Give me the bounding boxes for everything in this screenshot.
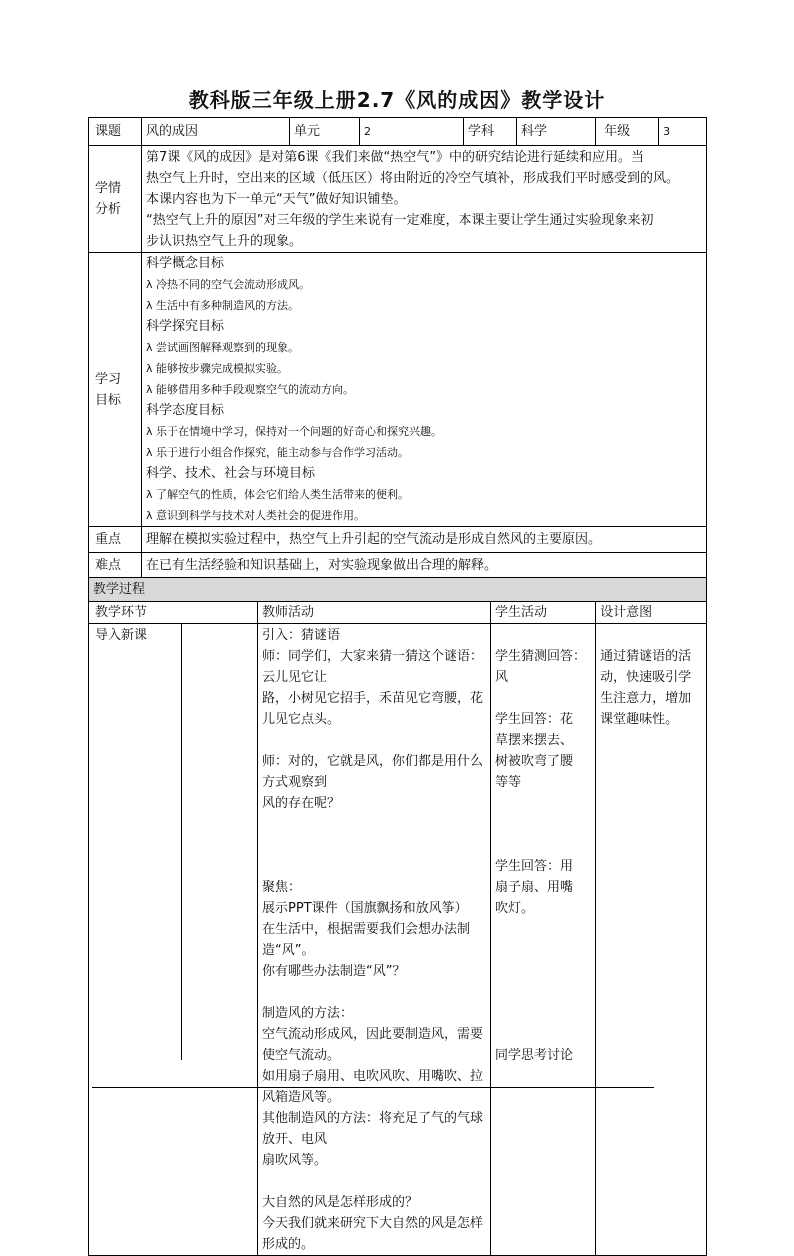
- goal-item: λ 意识到科学与技术对人类社会的促进作用。: [146, 509, 366, 522]
- goal-heading: 科学探究目标: [146, 319, 225, 334]
- goal-item: λ 乐于进行小组合作探究，能主动参与合作学习活动。: [146, 446, 410, 459]
- key-point-text: 理解在模拟实验过程中，热空气上升引起的空气流动是形成自然风的主要原因。: [142, 527, 707, 553]
- process-header: 教学过程: [89, 578, 707, 602]
- goal-item: λ 能够按步骤完成模拟实验。: [146, 362, 289, 375]
- goals-row: [89, 253, 707, 527]
- goal-item: λ 了解空气的性质，体会它们给人类生活带来的便利。: [146, 488, 410, 501]
- analysis-line: 步认识热空气上升的现象。: [146, 234, 303, 249]
- intro-row: [89, 624, 707, 1256]
- column-teacher: 教师活动: [258, 602, 491, 624]
- process-columns-row: [89, 602, 707, 624]
- intro-intent: 通过猜谜语的活 动，快速吸引学 生注意力，增加 课堂趣味性。: [596, 624, 707, 1256]
- key-point-row: [89, 527, 707, 553]
- analysis-row: [89, 146, 707, 253]
- course-label: 课题: [89, 118, 142, 146]
- process-header-row: [89, 578, 707, 602]
- lesson-plan-table: [88, 117, 707, 1256]
- column-intent: 设计意图: [596, 602, 707, 624]
- footer-divider: [92, 1087, 654, 1088]
- unit-label: 单元: [290, 118, 360, 146]
- analysis-line: 第7课《风的成因》是对第6课《我们来做“热空气”》中的研究结论进行延续和应用。当: [146, 150, 645, 165]
- difficulty-text: 在已有生活经验和知识基础上，对实验现象做出合理的解释。: [142, 553, 707, 578]
- analysis-line: 本课内容也为下一单元“天气”做好知识铺垫。: [146, 192, 407, 207]
- goal-item: λ 尝试画图解释观察到的现象。: [146, 341, 300, 354]
- course-value: 风的成因: [142, 118, 290, 146]
- goals-label-2: 目标: [95, 392, 122, 408]
- goal-item: λ 冷热不同的空气会流动形成风。: [146, 278, 311, 291]
- intro-student: 学生猜测回答： 风 学生回答：花 草摆来摆去、 树被吹弯了腰 等等 学生回答：用 扇子扇、用嘴 吹灯。 同学思考讨论: [491, 624, 596, 1256]
- document-title: 教科版三年级上册2.7《风的成因》教学设计: [188, 88, 606, 112]
- analysis-label-2: 分析: [95, 202, 122, 217]
- goal-item: λ 乐于在情境中学习，保持对一个问题的好奇心和探究兴趣。: [146, 425, 443, 438]
- difficulty-row: [89, 553, 707, 578]
- column-student: 学生活动: [491, 602, 596, 624]
- analysis-label-1: 学情: [95, 181, 122, 196]
- analysis-line: 热空气上升时，空出来的区域（低压区）将由附近的冷空气填补，形成我们平时感受到的风。: [146, 171, 680, 186]
- grade-label: 年级: [596, 118, 659, 145]
- intro-stage: 导入新课: [89, 624, 182, 1060]
- subject-value: 科学: [517, 118, 596, 146]
- goal-heading: 科学、技术、社会与环境目标: [146, 466, 316, 481]
- difficulty-label: 难点: [89, 553, 142, 578]
- goals-label-1: 学习: [95, 371, 122, 387]
- goal-item: λ 能够借用多种手段观察空气的流动方向。: [146, 383, 355, 396]
- intro-teacher: 引入：猜谜语 师：同学们，大家来猜一猜这个谜语：云儿见它让 路，小树见它招手，禾苗见它弯腰，花儿见它点头。 师：对的，它就是风，你们都是用什么方式观察到 风的存在呢？ 聚焦： 展示PPT课件（国旗飘扬和放风筝） 在生活中，根据需要我们会想办法制造“风”。 你有哪些办法制造“风”？ 制造风的方法： 空气流动形成风，因此要制造风，需要使空气流动。 如用扇子扇用、电吹风吹、用嘴吹、拉风箱造风等。 其他制造风的方法：将充足了气的气球放开、电风 扇吹风等。 大自然的风是怎样形成的？ 今天我们就来研究下大自然的风是怎样形成的。: [258, 624, 491, 1256]
- grade-value: 3: [663, 125, 671, 138]
- key-point-label: 重点: [89, 527, 142, 553]
- goal-item: λ 生活中有多种制造风的方法。: [146, 299, 300, 312]
- goal-heading: 科学概念目标: [146, 256, 225, 271]
- column-stage: 教学环节: [95, 605, 148, 620]
- goal-heading: 科学态度目标: [146, 403, 225, 418]
- analysis-line: “热空气上升的原因”对三年级的学生来说有一定难度，本课主要让学生通过实验现象来初: [146, 213, 654, 228]
- header-row: [89, 118, 707, 146]
- subject-label: 学科: [464, 118, 517, 146]
- unit-value: 2: [360, 118, 464, 146]
